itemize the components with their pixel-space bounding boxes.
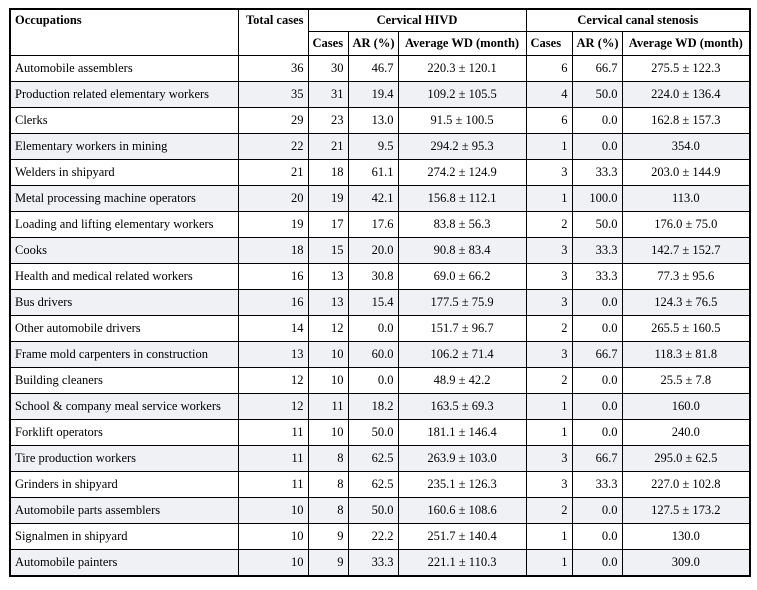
cell-stenosis-cases: 1 (526, 394, 572, 420)
cell-stenosis-avg-wd: 124.3 ± 76.5 (622, 290, 750, 316)
header-hivd-cases: Cases (308, 32, 348, 56)
cell-hivd-cases: 9 (308, 524, 348, 550)
cell-total-cases: 19 (238, 212, 308, 238)
table-row (10, 316, 750, 342)
cell-hivd-ar: 17.6 (348, 212, 398, 238)
cell-stenosis-ar: 0.0 (572, 134, 622, 160)
cell-stenosis-cases: 1 (526, 550, 572, 577)
cell-hivd-avg-wd: 48.9 ± 42.2 (398, 368, 526, 394)
cell-hivd-avg-wd: 83.8 ± 56.3 (398, 212, 526, 238)
table-row (10, 82, 750, 108)
cell-stenosis-cases: 1 (526, 524, 572, 550)
cell-total-cases: 12 (238, 394, 308, 420)
cell-hivd-cases: 9 (308, 550, 348, 577)
cell-stenosis-avg-wd: 118.3 ± 81.8 (622, 342, 750, 368)
cell-stenosis-cases: 2 (526, 212, 572, 238)
cell-hivd-cases: 23 (308, 108, 348, 134)
cell-hivd-ar: 0.0 (348, 368, 398, 394)
cell-total-cases: 11 (238, 472, 308, 498)
table-row (10, 134, 750, 160)
cell-hivd-ar: 33.3 (348, 550, 398, 577)
table-row (10, 524, 750, 550)
cell-occupation: Loading and lifting elementary workers (10, 212, 238, 238)
cell-hivd-cases: 19 (308, 186, 348, 212)
cell-total-cases: 13 (238, 342, 308, 368)
cell-hivd-avg-wd: 177.5 ± 75.9 (398, 290, 526, 316)
cell-occupation: Clerks (10, 108, 238, 134)
cell-occupation: Production related elementary workers (10, 82, 238, 108)
table-row (10, 394, 750, 420)
cell-total-cases: 16 (238, 264, 308, 290)
cell-hivd-cases: 8 (308, 498, 348, 524)
cell-hivd-avg-wd: 251.7 ± 140.4 (398, 524, 526, 550)
cell-stenosis-avg-wd: 25.5 ± 7.8 (622, 368, 750, 394)
cell-hivd-cases: 17 (308, 212, 348, 238)
cell-hivd-avg-wd: 69.0 ± 66.2 (398, 264, 526, 290)
cell-hivd-cases: 15 (308, 238, 348, 264)
cell-occupation: Welders in shipyard (10, 160, 238, 186)
cell-hivd-avg-wd: 151.7 ± 96.7 (398, 316, 526, 342)
cell-stenosis-cases: 3 (526, 446, 572, 472)
cell-hivd-ar: 15.4 (348, 290, 398, 316)
cell-occupation: Frame mold carpenters in construction (10, 342, 238, 368)
cell-stenosis-ar: 0.0 (572, 550, 622, 577)
cell-hivd-avg-wd: 294.2 ± 95.3 (398, 134, 526, 160)
cell-hivd-ar: 62.5 (348, 446, 398, 472)
header-stenosis-ar: AR (%) (572, 32, 622, 56)
cell-hivd-avg-wd: 221.1 ± 110.3 (398, 550, 526, 577)
cell-occupation: School & company meal service workers (10, 394, 238, 420)
cell-total-cases: 10 (238, 498, 308, 524)
header-total-cases: Total cases (238, 9, 308, 56)
cell-stenosis-avg-wd: 113.0 (622, 186, 750, 212)
table-row (10, 290, 750, 316)
cell-hivd-avg-wd: 106.2 ± 71.4 (398, 342, 526, 368)
table-body (10, 56, 750, 577)
header-occupations: Occupations (10, 9, 238, 56)
cell-stenosis-ar: 66.7 (572, 342, 622, 368)
cell-occupation: Automobile painters (10, 550, 238, 577)
cell-hivd-avg-wd: 263.9 ± 103.0 (398, 446, 526, 472)
cell-hivd-cases: 12 (308, 316, 348, 342)
cell-stenosis-ar: 0.0 (572, 394, 622, 420)
cell-stenosis-avg-wd: 309.0 (622, 550, 750, 577)
cell-hivd-cases: 13 (308, 264, 348, 290)
cell-stenosis-avg-wd: 162.8 ± 157.3 (622, 108, 750, 134)
cell-stenosis-cases: 6 (526, 108, 572, 134)
cell-hivd-cases: 30 (308, 56, 348, 82)
cell-stenosis-cases: 4 (526, 82, 572, 108)
table-row (10, 238, 750, 264)
cell-stenosis-ar: 33.3 (572, 238, 622, 264)
table-row (10, 186, 750, 212)
occupation-table (9, 8, 751, 577)
cell-stenosis-cases: 1 (526, 186, 572, 212)
cell-hivd-ar: 19.4 (348, 82, 398, 108)
cell-stenosis-cases: 3 (526, 238, 572, 264)
cell-stenosis-cases: 3 (526, 290, 572, 316)
cell-hivd-cases: 11 (308, 394, 348, 420)
cell-total-cases: 14 (238, 316, 308, 342)
cell-stenosis-cases: 2 (526, 498, 572, 524)
cell-stenosis-ar: 0.0 (572, 316, 622, 342)
cell-stenosis-cases: 2 (526, 368, 572, 394)
cell-hivd-avg-wd: 181.1 ± 146.4 (398, 420, 526, 446)
cell-stenosis-avg-wd: 275.5 ± 122.3 (622, 56, 750, 82)
table-row (10, 368, 750, 394)
cell-occupation: Elementary workers in mining (10, 134, 238, 160)
cell-stenosis-cases: 1 (526, 420, 572, 446)
table-row (10, 446, 750, 472)
cell-hivd-ar: 50.0 (348, 498, 398, 524)
cell-stenosis-avg-wd: 227.0 ± 102.8 (622, 472, 750, 498)
cell-hivd-avg-wd: 235.1 ± 126.3 (398, 472, 526, 498)
cell-hivd-ar: 9.5 (348, 134, 398, 160)
cell-stenosis-avg-wd: 130.0 (622, 524, 750, 550)
cell-hivd-avg-wd: 91.5 ± 100.5 (398, 108, 526, 134)
cell-occupation: Automobile assemblers (10, 56, 238, 82)
cell-hivd-cases: 8 (308, 472, 348, 498)
cell-stenosis-ar: 66.7 (572, 446, 622, 472)
cell-stenosis-ar: 33.3 (572, 264, 622, 290)
cell-occupation: Building cleaners (10, 368, 238, 394)
table-row (10, 472, 750, 498)
cell-stenosis-ar: 0.0 (572, 108, 622, 134)
header-cervical-hivd: Cervical HIVD (308, 9, 526, 32)
cell-hivd-cases: 10 (308, 368, 348, 394)
cell-stenosis-ar: 66.7 (572, 56, 622, 82)
cell-stenosis-cases: 3 (526, 472, 572, 498)
cell-total-cases: 22 (238, 134, 308, 160)
cell-stenosis-ar: 33.3 (572, 160, 622, 186)
cell-hivd-ar: 18.2 (348, 394, 398, 420)
cell-occupation: Grinders in shipyard (10, 472, 238, 498)
table-row (10, 212, 750, 238)
cell-hivd-ar: 46.7 (348, 56, 398, 82)
cell-stenosis-ar: 0.0 (572, 368, 622, 394)
cell-hivd-ar: 20.0 (348, 238, 398, 264)
cell-hivd-avg-wd: 90.8 ± 83.4 (398, 238, 526, 264)
table-row (10, 498, 750, 524)
cell-total-cases: 29 (238, 108, 308, 134)
table-row (10, 108, 750, 134)
table-row (10, 264, 750, 290)
cell-stenosis-avg-wd: 354.0 (622, 134, 750, 160)
cell-stenosis-avg-wd: 176.0 ± 75.0 (622, 212, 750, 238)
cell-stenosis-cases: 3 (526, 264, 572, 290)
cell-hivd-avg-wd: 160.6 ± 108.6 (398, 498, 526, 524)
cell-occupation: Cooks (10, 238, 238, 264)
cell-hivd-ar: 42.1 (348, 186, 398, 212)
cell-stenosis-ar: 0.0 (572, 290, 622, 316)
cell-total-cases: 10 (238, 550, 308, 577)
cell-hivd-cases: 13 (308, 290, 348, 316)
cell-occupation: Signalmen in shipyard (10, 524, 238, 550)
cell-stenosis-ar: 100.0 (572, 186, 622, 212)
cell-stenosis-cases: 3 (526, 160, 572, 186)
cell-stenosis-avg-wd: 160.0 (622, 394, 750, 420)
cell-stenosis-cases: 1 (526, 134, 572, 160)
cell-hivd-avg-wd: 220.3 ± 120.1 (398, 56, 526, 82)
cell-stenosis-ar: 0.0 (572, 524, 622, 550)
cell-total-cases: 10 (238, 524, 308, 550)
table-row (10, 550, 750, 577)
cell-stenosis-ar: 50.0 (572, 212, 622, 238)
cell-stenosis-cases: 2 (526, 316, 572, 342)
cell-total-cases: 21 (238, 160, 308, 186)
table-row (10, 342, 750, 368)
cell-occupation: Metal processing machine operators (10, 186, 238, 212)
cell-stenosis-avg-wd: 265.5 ± 160.5 (622, 316, 750, 342)
header-stenosis-avg-wd: Average WD (month) (622, 32, 750, 56)
cell-stenosis-avg-wd: 295.0 ± 62.5 (622, 446, 750, 472)
cell-hivd-ar: 13.0 (348, 108, 398, 134)
cell-total-cases: 12 (238, 368, 308, 394)
cell-occupation: Forklift operators (10, 420, 238, 446)
cell-stenosis-cases: 6 (526, 56, 572, 82)
cell-occupation: Bus drivers (10, 290, 238, 316)
cell-occupation: Other automobile drivers (10, 316, 238, 342)
table-row (10, 56, 750, 82)
cell-stenosis-avg-wd: 224.0 ± 136.4 (622, 82, 750, 108)
cell-stenosis-ar: 0.0 (572, 420, 622, 446)
cell-occupation: Automobile parts assemblers (10, 498, 238, 524)
cell-hivd-ar: 22.2 (348, 524, 398, 550)
cell-total-cases: 11 (238, 446, 308, 472)
cell-hivd-ar: 61.1 (348, 160, 398, 186)
cell-hivd-ar: 50.0 (348, 420, 398, 446)
cell-hivd-avg-wd: 109.2 ± 105.5 (398, 82, 526, 108)
header-stenosis-cases: Cases (526, 32, 572, 56)
cell-stenosis-avg-wd: 77.3 ± 95.6 (622, 264, 750, 290)
header-hivd-avg-wd: Average WD (month) (398, 32, 526, 56)
cell-total-cases: 18 (238, 238, 308, 264)
cell-total-cases: 16 (238, 290, 308, 316)
cell-stenosis-avg-wd: 127.5 ± 173.2 (622, 498, 750, 524)
cell-hivd-cases: 18 (308, 160, 348, 186)
cell-hivd-ar: 0.0 (348, 316, 398, 342)
table-row (10, 160, 750, 186)
cell-total-cases: 35 (238, 82, 308, 108)
cell-hivd-ar: 60.0 (348, 342, 398, 368)
table-row (10, 420, 750, 446)
cell-hivd-cases: 31 (308, 82, 348, 108)
header-hivd-ar: AR (%) (348, 32, 398, 56)
cell-occupation: Health and medical related workers (10, 264, 238, 290)
cell-hivd-cases: 21 (308, 134, 348, 160)
cell-stenosis-ar: 33.3 (572, 472, 622, 498)
cell-stenosis-avg-wd: 203.0 ± 144.9 (622, 160, 750, 186)
cell-stenosis-avg-wd: 142.7 ± 152.7 (622, 238, 750, 264)
cell-hivd-cases: 8 (308, 446, 348, 472)
cell-occupation: Tire production workers (10, 446, 238, 472)
cell-stenosis-ar: 0.0 (572, 498, 622, 524)
cell-total-cases: 36 (238, 56, 308, 82)
cell-stenosis-avg-wd: 240.0 (622, 420, 750, 446)
cell-total-cases: 20 (238, 186, 308, 212)
cell-hivd-ar: 62.5 (348, 472, 398, 498)
cell-hivd-ar: 30.8 (348, 264, 398, 290)
cell-stenosis-ar: 50.0 (572, 82, 622, 108)
cell-stenosis-cases: 3 (526, 342, 572, 368)
header-cervical-canal-stenosis: Cervical canal stenosis (526, 9, 750, 32)
cell-hivd-cases: 10 (308, 420, 348, 446)
header-row-1 (10, 9, 750, 32)
cell-hivd-avg-wd: 274.2 ± 124.9 (398, 160, 526, 186)
cell-total-cases: 11 (238, 420, 308, 446)
cell-hivd-avg-wd: 156.8 ± 112.1 (398, 186, 526, 212)
cell-hivd-avg-wd: 163.5 ± 69.3 (398, 394, 526, 420)
cell-hivd-cases: 10 (308, 342, 348, 368)
